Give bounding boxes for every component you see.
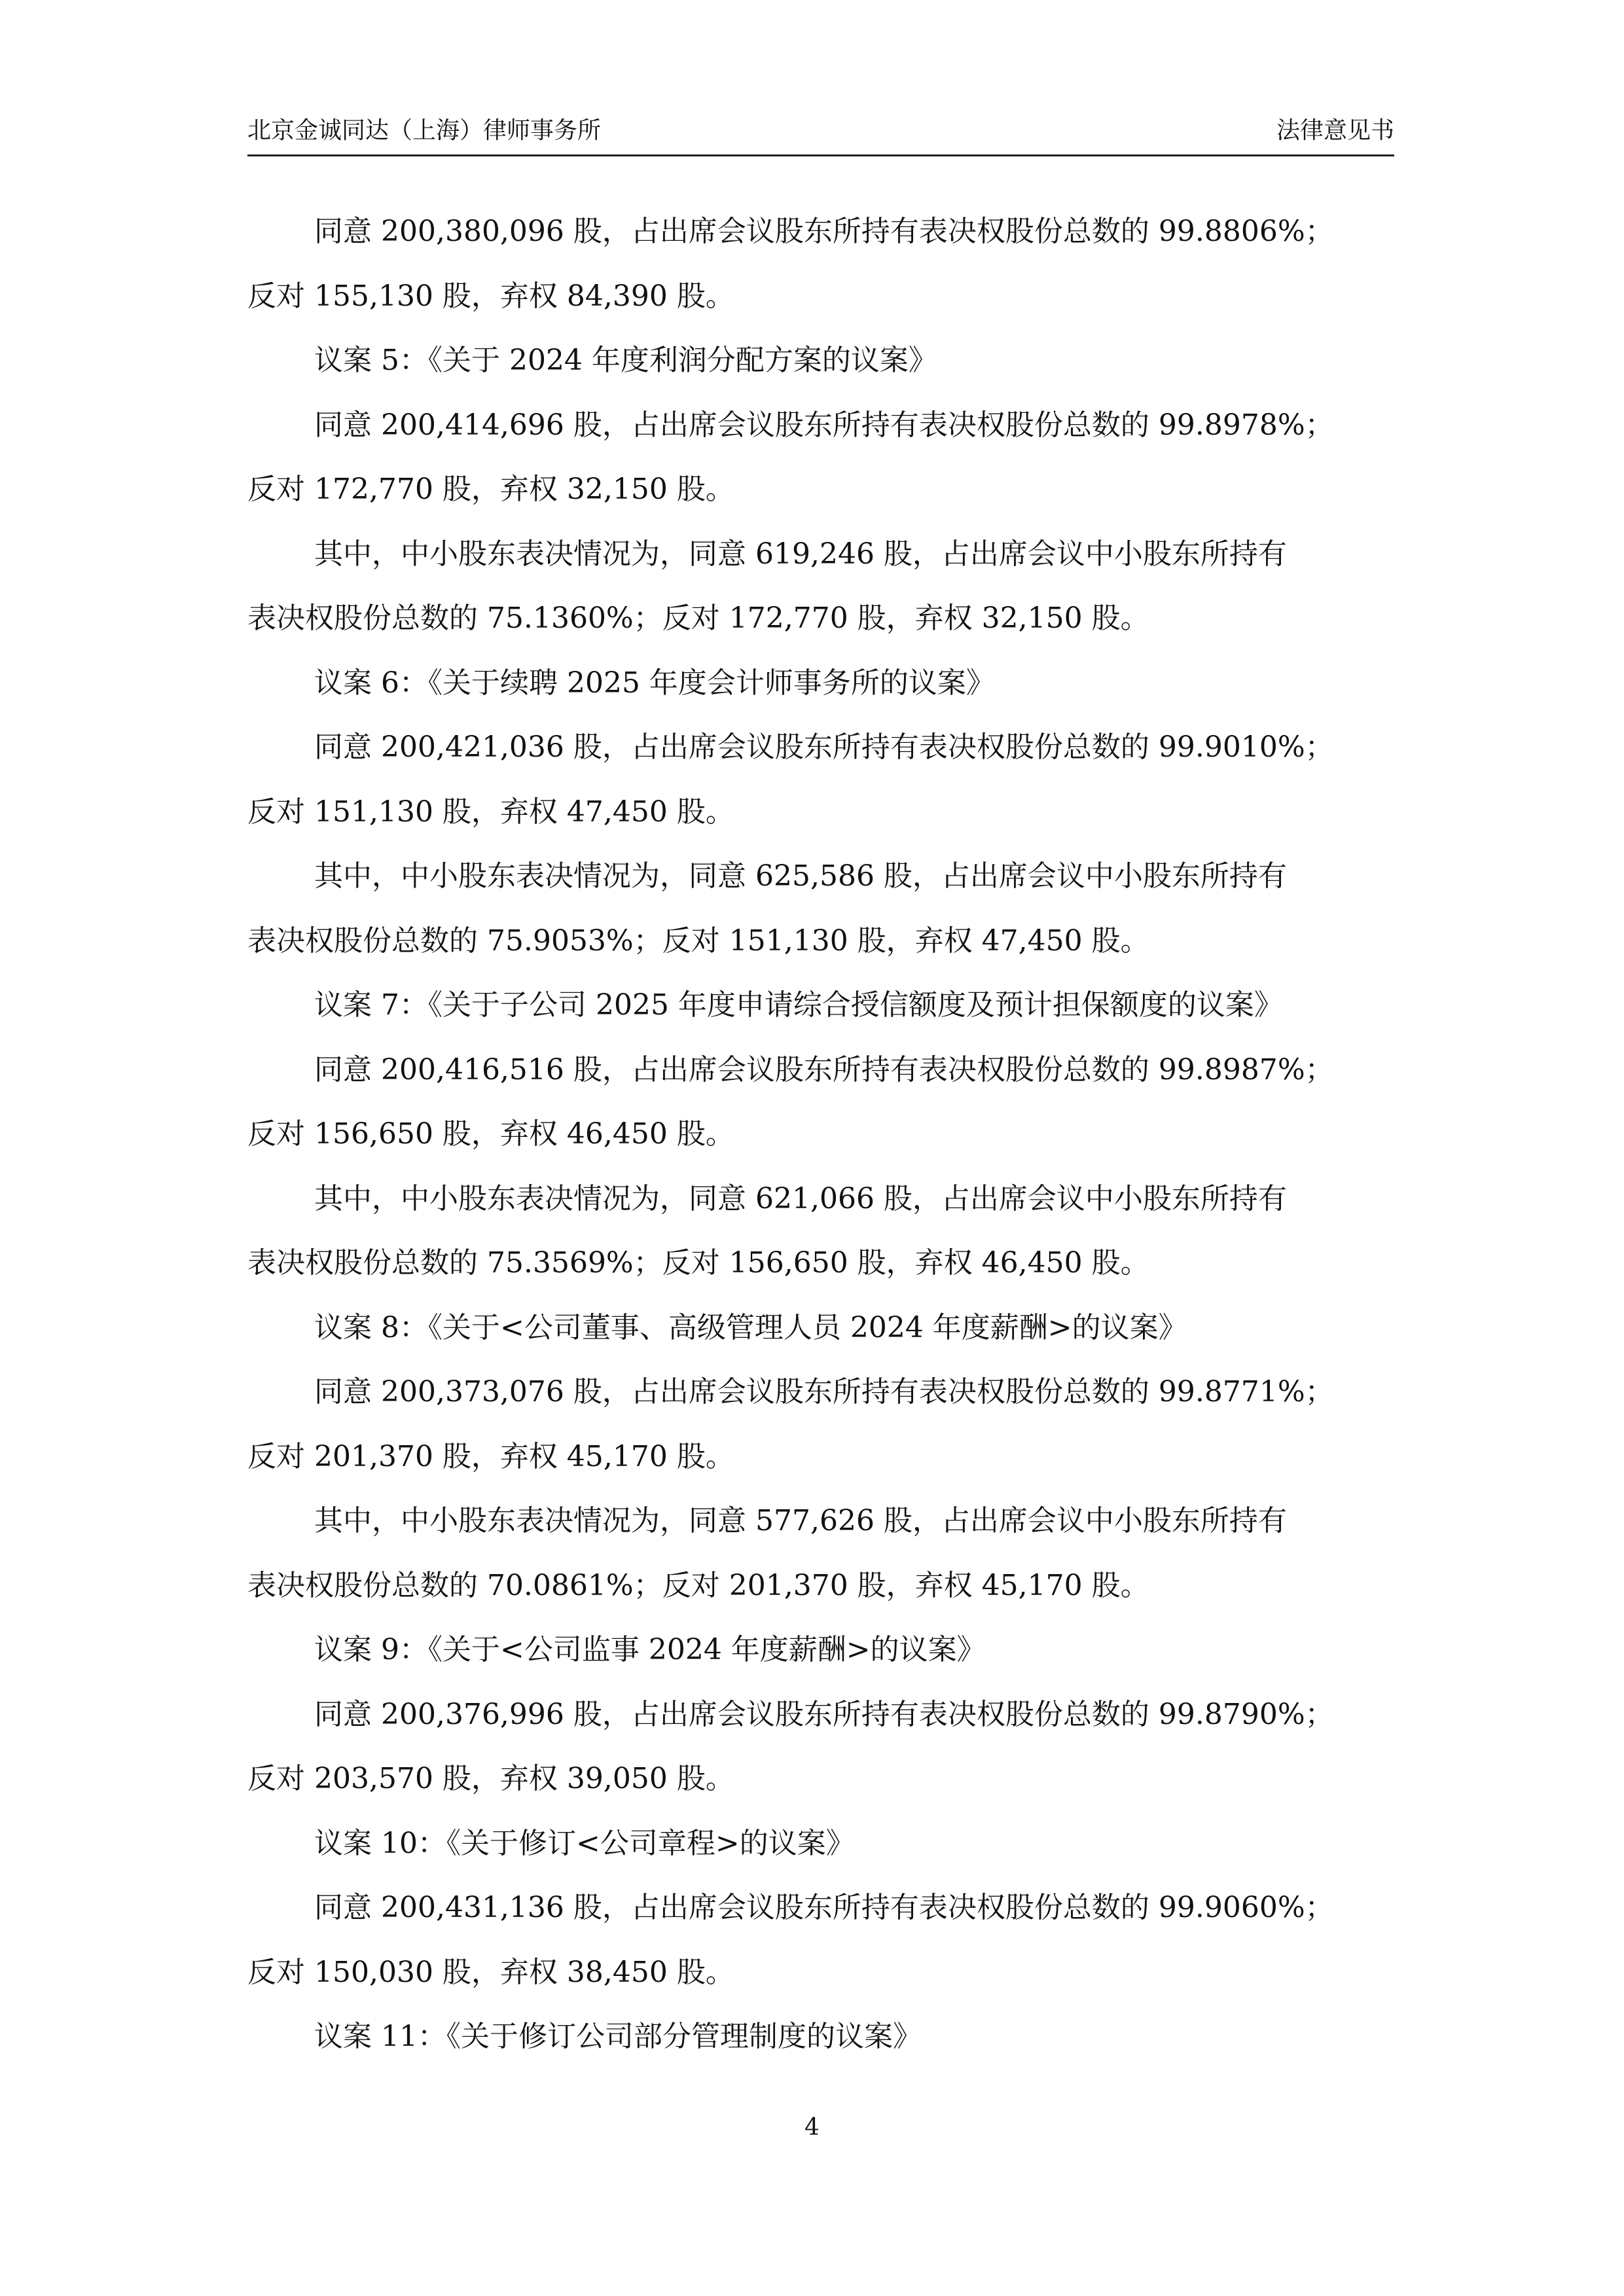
document-body [247,200,1394,2070]
text-line: 其中，中小股东表决情况为，同意 621,066 股，占出席会议中小股东所持有 [314,1181,1287,1215]
text-line: 反对 203,570 股，弃权 39,050 股。 [247,1762,734,1795]
text-line: 其中，中小股东表决情况为，同意 577,626 股，占出席会议中小股东所持有 [314,1504,1287,1537]
text-line: 同意 200,380,096 股，占出席会议股东所持有表决权股份总数的 99.8806%； [314,215,1334,248]
text-line: 反对 156,650 股，弃权 46,450 股。 [247,1117,734,1151]
text-line: 同意 200,373,076 股，占出席会议股东所持有表决权股份总数的 99.8771%； [314,1375,1334,1408]
text-line: 其中，中小股东表决情况为，同意 619,246 股，占出席会议中小股东所持有 [314,537,1287,571]
text-line: 表决权股份总数的 75.9053%；反对 151,130 股，弃权 47,450 股。 [247,924,1149,958]
text-line: 反对 150,030 股，弃权 38,450 股。 [247,1955,734,1989]
text-line: 表决权股份总数的 75.1360%；反对 172,770 股，弃权 32,150 股。 [247,601,1149,635]
text-line: 表决权股份总数的 70.0861%；反对 201,370 股，弃权 45,170 股。 [247,1568,1149,1602]
text-line: 同意 200,431,136 股，占出席会议股东所持有表决权股份总数的 99.9060%； [314,1891,1334,1924]
text-line: 反对 201,370 股，弃权 45,170 股。 [247,1439,734,1473]
text-line: 同意 200,416,516 股，占出席会议股东所持有表决权股份总数的 99.8987%； [314,1052,1334,1086]
text-line: 同意 200,376,996 股，占出席会议股东所持有表决权股份总数的 99.8790%； [314,1697,1334,1731]
document-type: 法律意见书 [1276,117,1394,144]
text-line: 同意 200,421,036 股，占出席会议股东所持有表决权股份总数的 99.9010%； [314,730,1334,764]
text-line: 反对 155,130 股，弃权 84,390 股。 [247,279,734,313]
text-line: 议案 8：《关于<公司董事、高级管理人员 2024 年度薪酬>的议案》 [314,1310,1187,1344]
text-line: 反对 172,770 股，弃权 32,150 股。 [247,473,734,506]
text-line: 议案 5：《关于 2024 年度利润分配方案的议案》 [314,344,937,377]
text-line: 反对 151,130 股，弃权 47,450 股。 [247,795,734,829]
text-line: 表决权股份总数的 75.3569%；反对 156,650 股，弃权 46,450 股。 [247,1246,1149,1280]
page-footer [0,2114,1624,2141]
page-header [247,111,1394,156]
text-line: 议案 11：《关于修订公司部分管理制度的议案》 [314,2020,922,2053]
text-line: 议案 7：《关于子公司 2025 年度申请综合授信额度及预计担保额度的议案》 [314,988,1283,1022]
text-line: 其中，中小股东表决情况为，同意 625,586 股，占出席会议中小股东所持有 [314,859,1287,893]
text-line: 同意 200,414,696 股，占出席会议股东所持有表决权股份总数的 99.8978%； [314,408,1334,442]
text-line: 议案 6：《关于续聘 2025 年度会计师事务所的议案》 [314,666,995,700]
text-line: 议案 10：《关于修订<公司章程>的议案》 [314,1826,855,1860]
law-firm-name: 北京金诚同达（上海）律师事务所 [247,117,602,144]
text-line: 议案 9：《关于<公司监事 2024 年度薪酬>的议案》 [314,1633,986,1666]
page-number: 4 [804,2114,820,2141]
